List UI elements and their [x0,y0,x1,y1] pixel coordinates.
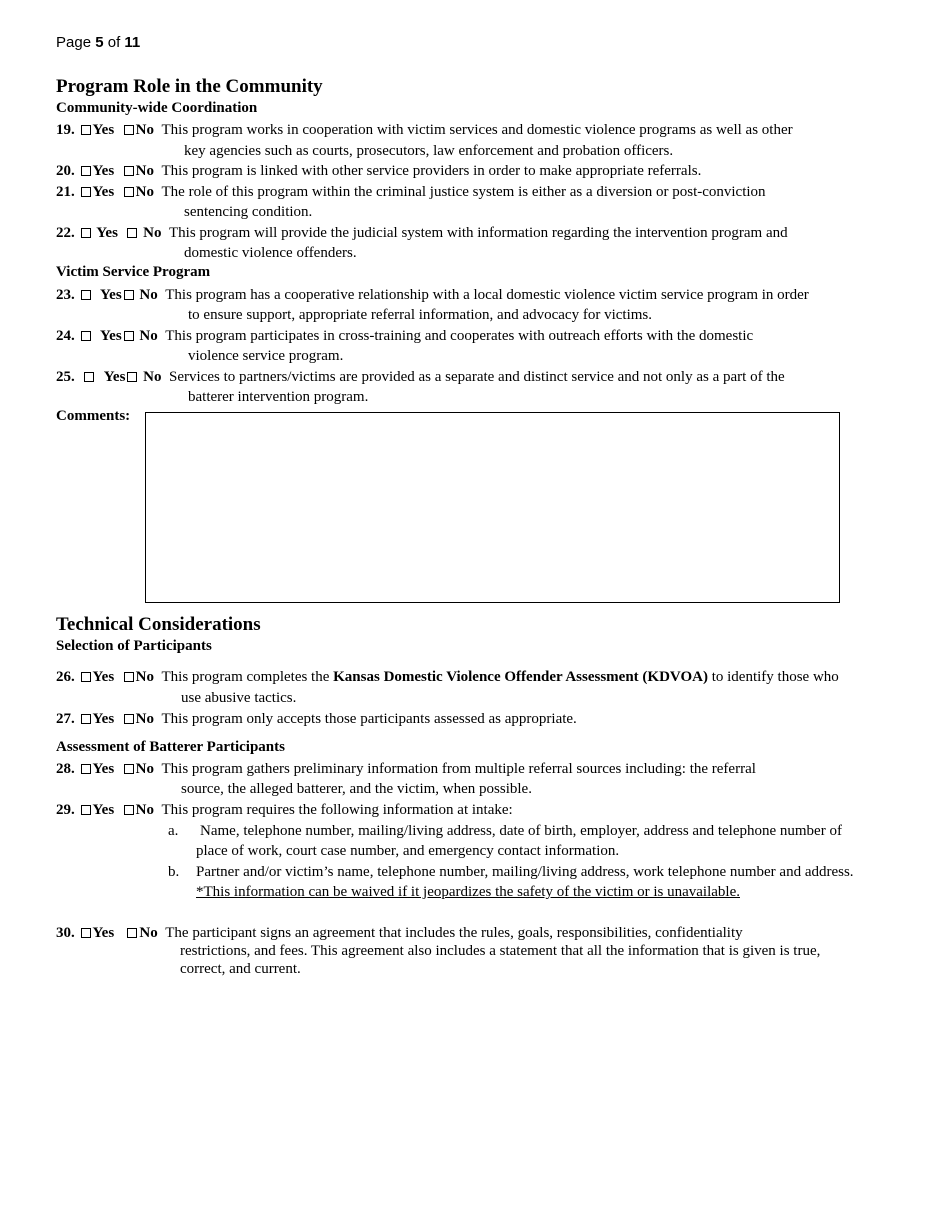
q23-text-line2: to ensure support, appropriate referral information, and advocacy for victims. [188,307,652,323]
question-27: 27. Yes No This program only accepts those participants assessed as appropriate. [56,711,577,727]
q26-yes-checkbox[interactable] [81,672,91,682]
question-25: 25. Yes No Services to partners/victims are provided as a separate and distinct service and not only as a part of the [56,369,785,385]
q25-yes-checkbox[interactable] [84,372,94,382]
q29-item-a-label: a. [168,823,179,839]
section-title-program-role: Program Role in the Community [56,76,323,97]
q23-yes-checkbox[interactable] [81,290,91,300]
question-28: 28. Yes No This program gathers preliminary information from multiple referral sources including: the referral [56,761,756,777]
q22-text-line2: domestic violence offenders. [184,245,357,261]
page-number: Page 5 of 11 [56,34,141,51]
q21-yes-checkbox[interactable] [81,187,91,197]
question-19: 19. Yes No This program works in cooperation with victim services and domestic violence programs as well as other [56,122,793,138]
q29-item-b-label: b. [168,864,180,880]
q29-no-checkbox[interactable] [124,805,134,815]
q19-text-line2: key agencies such as courts, prosecutors, law enforcement and probation officers. [184,143,674,159]
q20-no-checkbox[interactable] [124,166,134,176]
q29-item-b-line1: Partner and/or victim’s name, telephone number, mailing/living address, work telephone number and address. [196,864,854,880]
q29-item-b-note: *This information can be waived if it jeopardizes the safety of the victim or is unavailable. [196,884,740,900]
question-22: 22. Yes No This program will provide the judicial system with information regarding the intervention program and [56,225,788,241]
subsection-victim-service: Victim Service Program [56,264,211,280]
q21-no-checkbox[interactable] [124,187,134,197]
subsection-selection-participants: Selection of Participants [56,638,212,654]
q28-text-line2: source, the alleged batterer, and the victim, when possible. [181,781,532,797]
question-20: 20. Yes No This program is linked with other service providers in order to make appropriate referrals. [56,163,702,179]
q29-item-a-line1: Name, telephone number, mailing/living address, date of birth, employer, address and telephone number of [200,823,842,839]
q26-text-line2: use abusive tactics. [181,690,297,706]
q20-yes-checkbox[interactable] [81,166,91,176]
q21-text-line2: sentencing condition. [184,204,313,220]
question-21: 21. Yes No The role of this program within the criminal justice system is either as a diversion or post-conviction [56,184,766,200]
q30-text-line3: correct, and current. [180,961,301,977]
question-30: 30. Yes No The participant signs an agreement that includes the rules, goals, responsibilities, confidentiality [56,925,743,941]
q28-yes-checkbox[interactable] [81,764,91,774]
q24-no-checkbox[interactable] [124,331,134,341]
comments-label: Comments: [56,408,131,424]
question-24: 24. Yes No This program participates in cross-training and cooperates with outreach efforts with the domestic [56,328,754,344]
question-26: 26. Yes No This program completes the Kansas Domestic Violence Offender Assessment (KDVOA) to identify those who [56,669,839,685]
comments-textbox[interactable] [145,412,840,603]
subsection-community-coordination: Community-wide Coordination [56,100,258,116]
q22-yes-checkbox[interactable] [81,228,91,238]
q29-yes-checkbox[interactable] [81,805,91,815]
section-title-technical: Technical Considerations [56,614,261,635]
q23-no-checkbox[interactable] [124,290,134,300]
question-29: 29. Yes No This program requires the following information at intake: [56,802,513,818]
q28-no-checkbox[interactable] [124,764,134,774]
q30-text-line2: restrictions, and fees. This agreement also includes a statement that all the information that is given is true, [180,943,821,959]
q30-yes-checkbox[interactable] [81,928,91,938]
q22-no-checkbox[interactable] [127,228,137,238]
q27-yes-checkbox[interactable] [81,714,91,724]
q29-item-a-line2: place of work, court case number, and emergency contact information. [196,843,620,859]
q25-text-line2: batterer intervention program. [188,389,369,405]
q25-no-checkbox[interactable] [127,372,137,382]
q30-no-checkbox[interactable] [127,928,137,938]
q26-no-checkbox[interactable] [124,672,134,682]
q19-no-checkbox[interactable] [124,125,134,135]
subsection-assessment-batterer: Assessment of Batterer Participants [56,739,285,755]
question-23: 23. Yes No This program has a cooperative relationship with a local domestic violence victim service program in order [56,287,809,303]
q24-text-line2: violence service program. [188,348,344,364]
q19-yes-checkbox[interactable] [81,125,91,135]
q27-no-checkbox[interactable] [124,714,134,724]
q24-yes-checkbox[interactable] [81,331,91,341]
